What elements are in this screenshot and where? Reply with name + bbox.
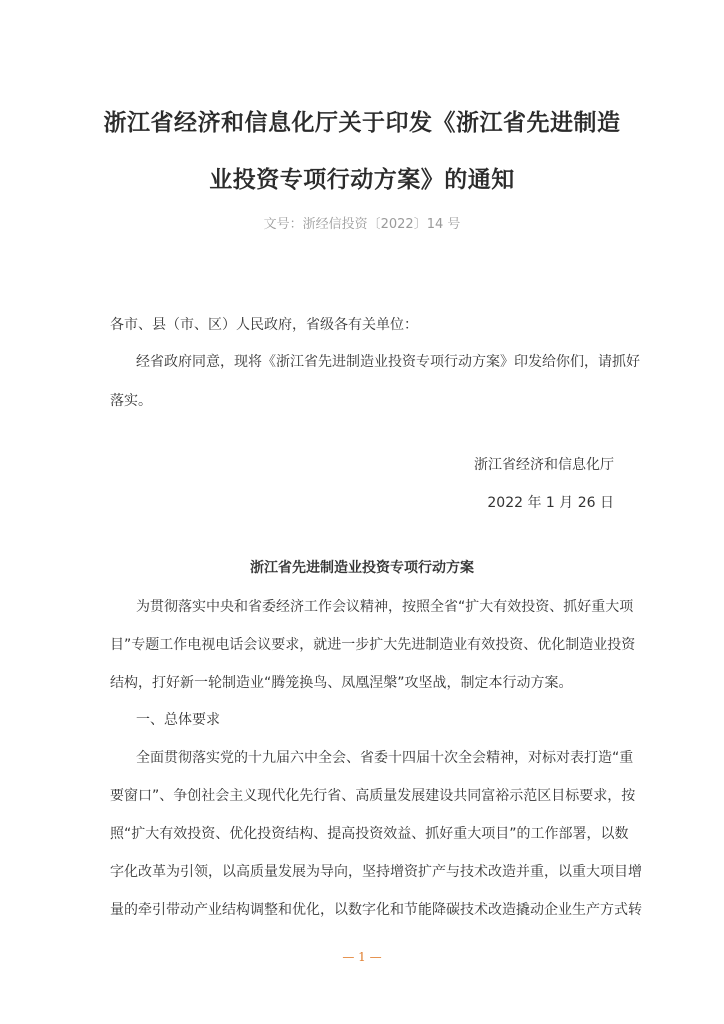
intro-line-3: 结构，打好新一轮制造业“腾笼换鸟、凤凰涅槃”攻坚战，制定本行动方案。 <box>110 675 573 691</box>
document-number: 文号：浙经信投资〔2022〕14 号 <box>263 217 461 232</box>
body-line-4: 字化改革为引领，以高质量发展为导向，坚持增资扩产与技术改造并重，以重大项目增 <box>110 864 642 880</box>
salutation: 各市、县（市、区）人民政府，省级各有关单位： <box>110 317 418 333</box>
body-line-1: 全面贯彻落实党的十九届六中全会、省委十四届十次全会精神，对标对表打造“重 <box>136 750 634 766</box>
plan-title: 浙江省先进制造业投资专项行动方案 <box>250 560 474 576</box>
issuer: 浙江省经济和信息化厅 <box>474 457 614 473</box>
document-title-line-1: 浙江省经济和信息化厅关于印发《浙江省先进制造 <box>103 110 621 136</box>
body-line-5: 量的牵引带动产业结构调整和优化，以数字化和节能降碳技术改造撬动企业生产方式转 <box>110 902 642 918</box>
intro-line-1: 为贯彻落实中央和省委经济工作会议精神，按照全省“扩大有效投资、抓好重大项 <box>136 599 634 615</box>
issue-date: 2022 年 1 月 26 日 <box>487 495 614 511</box>
page-number: — 1 — <box>342 950 382 964</box>
document-title-line-2: 业投资专项行动方案》的通知 <box>209 167 515 193</box>
notice-line-1: 经省政府同意，现将《浙江省先进制造业投资专项行动方案》印发给你们，请抓好 <box>136 354 640 370</box>
intro-line-2: 目”专题工作电视电话会议要求，就进一步扩大先进制造业有效投资、优化制造业投资 <box>110 637 636 653</box>
section-1-heading: 一、总体要求 <box>136 712 220 728</box>
body-line-2: 要窗口”、争创社会主义现代化先行省、高质量发展建设共同富裕示范区目标要求，按 <box>110 788 636 804</box>
notice-line-2: 落实。 <box>110 393 152 409</box>
body-line-3: 照“扩大有效投资、优化投资结构、提高投资效益、抓好重大项目”的工作部署，以数 <box>110 826 629 842</box>
